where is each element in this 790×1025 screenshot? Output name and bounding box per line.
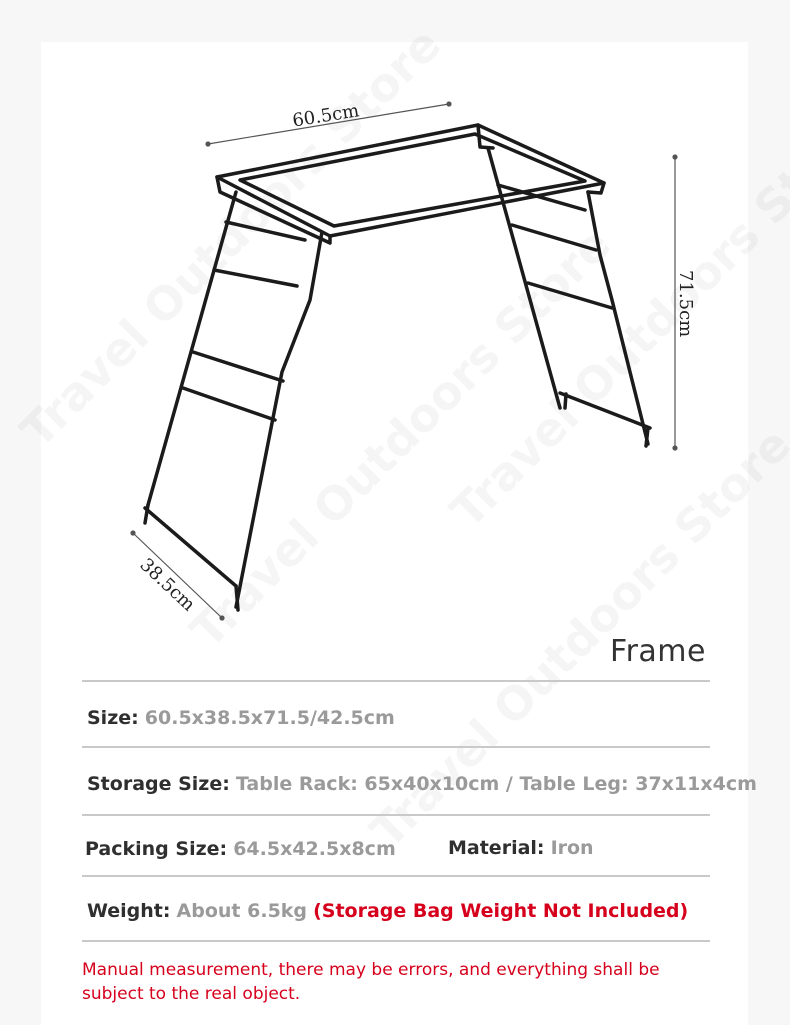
spec-value: 64.5x42.5x8cm	[233, 838, 396, 860]
spec-label: Storage Size:	[87, 773, 230, 795]
depth-label: 38.5cm	[135, 554, 200, 616]
spec-packing-size	[85, 838, 396, 860]
spec-weight	[87, 900, 688, 922]
spec-value: Table Rack: 65x40x10cm / Table Leg: 37x11x4cm	[235, 773, 757, 795]
spec-label: Material:	[448, 837, 545, 859]
width-label: 60.5cm	[290, 100, 361, 132]
divider	[82, 875, 710, 877]
divider	[82, 940, 710, 942]
spec-value: 60.5x38.5x71.5/42.5cm	[144, 707, 395, 729]
rack-frame	[145, 125, 650, 610]
section-title: Frame	[610, 634, 706, 669]
spec-size	[87, 707, 395, 729]
divider	[82, 814, 710, 816]
spec-material	[448, 837, 594, 859]
divider	[82, 680, 710, 682]
spec-value: Iron	[550, 837, 594, 859]
spec-label: Size:	[87, 707, 139, 729]
divider	[82, 746, 710, 748]
weight-note: (Storage Bag Weight Not Included)	[313, 900, 689, 922]
spec-value: About 6.5kg	[176, 900, 308, 922]
spec-label: Weight:	[87, 900, 171, 922]
disclaimer: Manual measurement, there may be errors, and everything shall be subject to the real object.	[82, 960, 660, 1004]
height-label: 71.5cm	[675, 270, 696, 338]
spec-label: Packing Size:	[85, 838, 228, 860]
spec-storage-size	[87, 773, 757, 795]
